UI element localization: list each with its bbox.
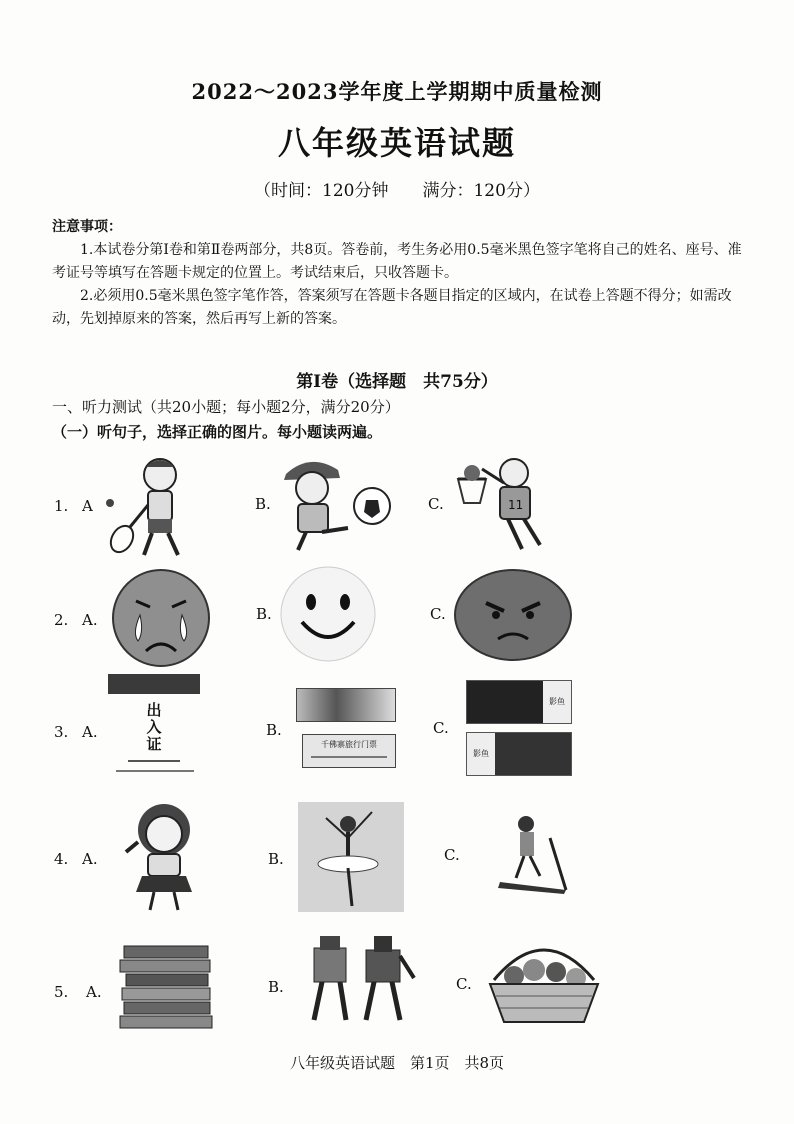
angry-face-icon	[452, 567, 574, 663]
option-label: A.	[82, 850, 98, 868]
movie-tickets-icon: 影鱼 影鱼	[466, 680, 572, 776]
crying-face-icon	[110, 567, 212, 669]
option-label: C.	[433, 719, 449, 737]
svg-text:11: 11	[508, 498, 524, 512]
option-label: A.	[82, 611, 98, 629]
option-label: C.	[430, 605, 446, 623]
option-label: B.	[266, 721, 282, 739]
option-label: B.	[255, 495, 271, 513]
option-label: A.	[86, 983, 102, 1001]
question-number: 2.	[54, 611, 69, 629]
notes-heading: 注意事项：	[52, 219, 122, 235]
option-label: B.	[268, 850, 284, 868]
book-stack-icon	[118, 944, 216, 1040]
page-footer: 八年级英语试题 第1页 共8页	[289, 1054, 505, 1072]
option-label: C.	[444, 846, 460, 864]
notes-item-2: 2.必须用0.5毫米黑色签字笔作答，答案须写在答题卡各题目指定的区域内，在试卷上答题不得分；如需改动，先划掉原来的答案，然后再写上新的答案。	[52, 288, 732, 327]
option-label: A	[82, 497, 93, 515]
notes-item-1: 1.本试卷分第Ⅰ卷和第Ⅱ卷两部分，共8页。答卷前，考生务必用0.5毫米黑色签字笔将自己的姓名、座号、准考证号等填写在答题卡规定的位置上。考试结束后，只收答题卡。	[52, 242, 742, 281]
ballet-dancer-icon	[298, 802, 404, 912]
question-number: 4.	[54, 850, 69, 868]
pass-card-icon: 出 入 证	[108, 674, 200, 786]
question-number: 3.	[54, 723, 69, 741]
part1-heading: 一、听力测试（共20小题；每小题2分，满分20分）	[52, 398, 400, 416]
option-label: C.	[428, 495, 444, 513]
robot-toys-icon	[296, 930, 418, 1026]
girl-singing-icon	[118, 800, 204, 916]
part1-subheading: （一）听句子，选择正确的图片。每小题读两遍。	[52, 423, 383, 441]
smiling-face-icon	[278, 564, 378, 664]
time-info: （时间：120分钟 满分：120分）	[254, 181, 540, 201]
question-number: 5.	[54, 983, 69, 1001]
page-title: 八年级英语试题	[277, 124, 516, 162]
tickets-icon: 千佛寨旅行门票	[296, 688, 396, 770]
option-label: A.	[82, 723, 98, 741]
boy-tennis-icon	[102, 455, 194, 560]
exam-term-line: 2022～2023学年度上学期期中质量检测	[191, 79, 603, 104]
boy-basketball-icon	[452, 455, 552, 557]
notes-block	[52, 216, 742, 331]
treadmill-runner-icon	[494, 812, 570, 896]
option-label: B.	[268, 978, 284, 996]
option-label: C.	[456, 975, 472, 993]
fruit-basket-icon	[484, 940, 604, 1026]
option-label: B.	[256, 605, 272, 623]
section-title: 第Ⅰ卷（选择题 共75分）	[296, 372, 498, 392]
boy-soccer-icon	[276, 454, 394, 552]
question-number: 1.	[54, 497, 69, 515]
